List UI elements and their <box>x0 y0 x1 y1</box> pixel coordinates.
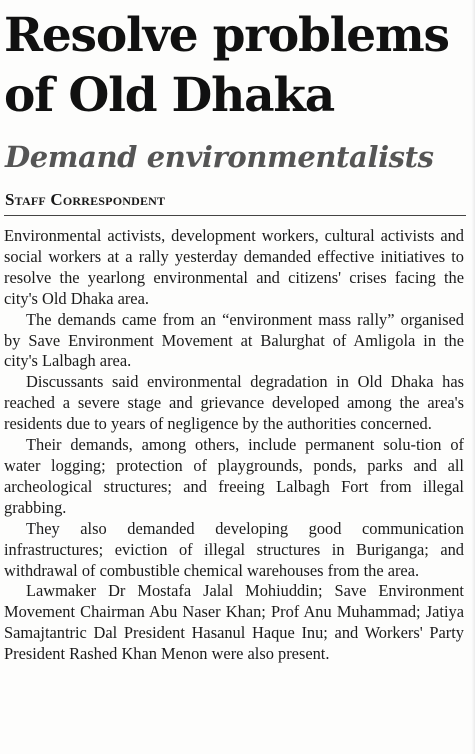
headline: Resolve problems of Old Dhaka <box>4 8 449 123</box>
byline-divider <box>4 215 466 216</box>
paragraph-3: Discussants said environmental degradation in Old Dhaka has reached a severe stage and grievance developed among the area's residents due to years of negligence by the authorities concerned. <box>4 372 464 434</box>
paragraph-5: They also demanded developing good communication infrastructures; eviction of illegal structures in Buriganga; and withdrawal of combustible chemical warehouses from the area. <box>4 518 464 580</box>
paragraph-4: Their demands, among others, include permanent solu-tion of water logging; protection of playgrounds, ponds, parks and all archeological structures; and freeing Lalbagh Fort from illegal grabbing. <box>4 435 464 517</box>
byline: Staff Correspondent <box>5 190 166 209</box>
subheadline: Demand environmentalists <box>5 140 434 174</box>
paragraph-6: Lawmaker Dr Mostafa Jalal Mohiuddin; Save Environment Movement Chairman Abu Naser Khan; Prof Anu Muhammad; Jatiya Samajtantric Dal President Hasanul Haque Inu; and Workers' Party President Rashed Khan Menon were also present. <box>4 581 464 664</box>
article-body <box>4 226 464 665</box>
page-edge <box>471 0 475 754</box>
paragraph-2: The demands came from an “environment mass rally” organised by Save Environment Movement at Balurghat of Amligola in the city's Lalbagh area. <box>4 309 464 371</box>
paragraph-1: Environmental activists, development workers, cultural activists and social workers at a rally yesterday demanded effective initiatives to resolve the yearlong environmental and citizens' crises facing the city's Old Dhaka area. <box>4 226 464 308</box>
